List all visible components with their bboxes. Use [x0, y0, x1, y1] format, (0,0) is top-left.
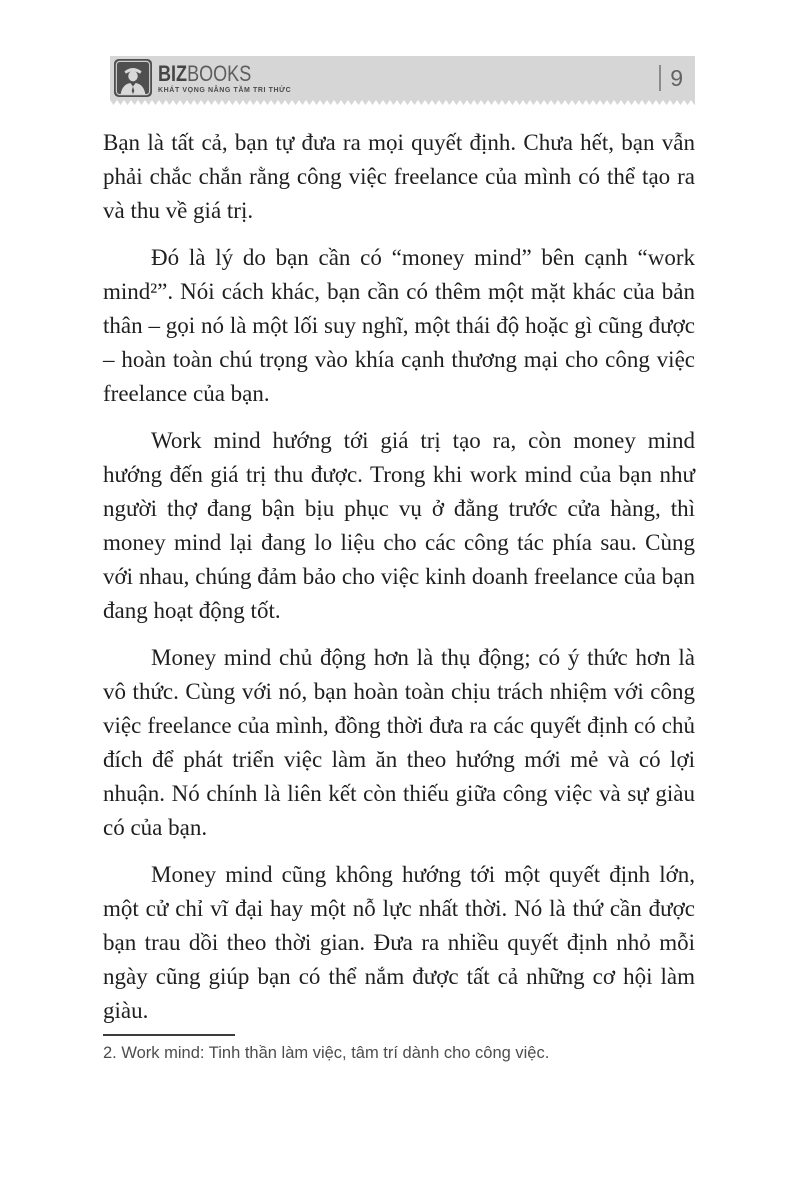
bizbooks-businessman-icon — [114, 59, 152, 97]
paragraph-1: Bạn là tất cả, bạn tự đưa ra mọi quyết định. Chưa hết, bạn vẫn phải chắc chắn rằng công việc freelance của mình có thể tạo ra và thu về giá trị. — [103, 130, 695, 223]
page-number-divider — [659, 65, 661, 91]
footnote-separator-rule — [103, 1034, 235, 1036]
body-text — [103, 126, 695, 1041]
page-number: 9 — [670, 64, 683, 91]
footnote-block — [103, 1034, 695, 1063]
page-number-group — [659, 56, 683, 100]
paragraph-3: Work mind hướng tới giá trị tạo ra, còn money mind hướng đến giá trị thu được. Trong khi work mind của bạn như người thợ đang bận bịu phục vụ ở đằng trước cửa hàng, thì money mind lại đang lo liệu cho các công tác phía sau. Cùng với nhau, chúng đảm bảo cho việc kinh doanh freelance của bạn đang hoạt động tốt. — [103, 428, 695, 623]
paragraph-5: Money mind cũng không hướng tới một quyết định lớn, một cử chỉ vĩ đại hay một nỗ lực nhất thời. Nó là thứ cần được bạn trau dồi theo thời gian. Đưa ra nhiều quyết định nhỏ mỗi ngày cũng giúp bạn có thể nắm được tất cả những cơ hội làm giàu. — [103, 862, 695, 1023]
footnote-text: 2. Work mind: Tinh thần làm việc, tâm trí dành cho công việc. — [103, 1044, 550, 1062]
brand-name-books: BOOKS — [187, 60, 252, 86]
paragraph-4: Money mind chủ động hơn là thụ động; có ý thức hơn là vô thức. Cùng với nó, bạn hoàn toàn chịu trách nhiệm với công việc freelance của mình, đồng thời đưa ra các quyết định có chủ đích để phát triển việc làm ăn theo hướng mới mẻ và có lợi nhuận. Nó chính là liên kết còn thiếu giữa công việc và sự giàu có của bạn. — [103, 645, 695, 840]
brand-tagline: KHÁT VỌNG NÂNG TẦM TRI THỨC — [158, 86, 292, 94]
publisher-logo — [114, 59, 291, 97]
header-band — [110, 56, 695, 100]
brand-name — [158, 60, 267, 86]
header-perforated-edge — [110, 100, 695, 105]
brand-text-block — [158, 60, 292, 94]
brand-name-biz: BIZ — [158, 60, 188, 86]
paragraph-2: Đó là lý do bạn cần có “money mind” bên cạnh “work mind²”. Nói cách khác, bạn cần có thêm một mặt khác của bản thân – gọi nó là một lối suy nghĩ, một thái độ hoặc gì cũng được – hoàn toàn chú trọng vào khía cạnh thương mại cho công việc freelance của bạn. — [103, 245, 695, 406]
